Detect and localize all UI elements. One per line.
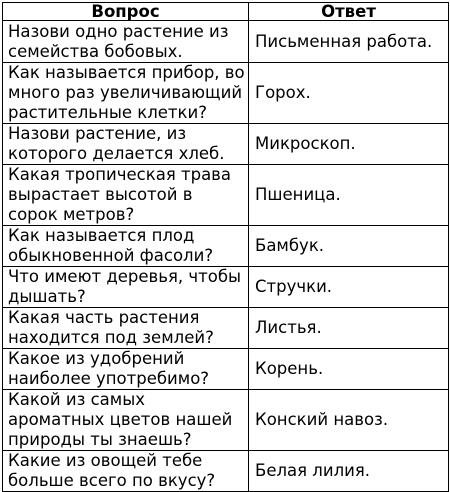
answer-cell: Листья. bbox=[249, 308, 449, 349]
question-cell: Как называется плод обыкновенной фасоли? bbox=[3, 226, 249, 267]
answer-cell: Пшеница. bbox=[249, 165, 449, 226]
quiz-table bbox=[2, 2, 449, 492]
table-row bbox=[3, 267, 449, 308]
table-row bbox=[3, 451, 449, 492]
answer-cell: Стручки. bbox=[249, 267, 449, 308]
answer-cell: Горох. bbox=[249, 63, 449, 124]
table-row bbox=[3, 21, 449, 63]
question-cell: Что имеют деревья, чтобы дышать? bbox=[3, 267, 249, 308]
answer-cell: Письменная работа. bbox=[249, 21, 449, 63]
question-cell: Какие из овощей тебе больше всего по вкусу? bbox=[3, 451, 249, 492]
table-row bbox=[3, 226, 449, 267]
answer-cell: Конский навоз. bbox=[249, 390, 449, 451]
table-row bbox=[3, 63, 449, 124]
table-row bbox=[3, 308, 449, 349]
answer-cell: Бамбук. bbox=[249, 226, 449, 267]
table-row bbox=[3, 349, 449, 390]
answer-cell: Микроскоп. bbox=[249, 124, 449, 165]
answer-cell: Белая лилия. bbox=[249, 451, 449, 492]
question-cell: Какой из самых ароматных цветов нашей природы ты знаешь? bbox=[3, 390, 249, 451]
header-answer: Ответ bbox=[249, 3, 449, 21]
header-question: Вопрос bbox=[3, 3, 249, 21]
question-cell: Назови растение, из которого делается хлеб. bbox=[3, 124, 249, 165]
question-cell: Какая часть растения находится под землей? bbox=[3, 308, 249, 349]
question-cell: Как называется прибор, во много раз увеличивающий растительные клетки? bbox=[3, 63, 249, 124]
question-cell: Какое из удобрений наиболее употребимо? bbox=[3, 349, 249, 390]
answer-cell: Корень. bbox=[249, 349, 449, 390]
table-row bbox=[3, 390, 449, 451]
question-cell: Какая тропическая трава вырастает высотой в сорок метров? bbox=[3, 165, 249, 226]
table-row bbox=[3, 124, 449, 165]
question-cell: Назови одно растение из семейства бобовых. bbox=[3, 21, 249, 63]
header-row bbox=[3, 3, 449, 21]
table-row bbox=[3, 165, 449, 226]
